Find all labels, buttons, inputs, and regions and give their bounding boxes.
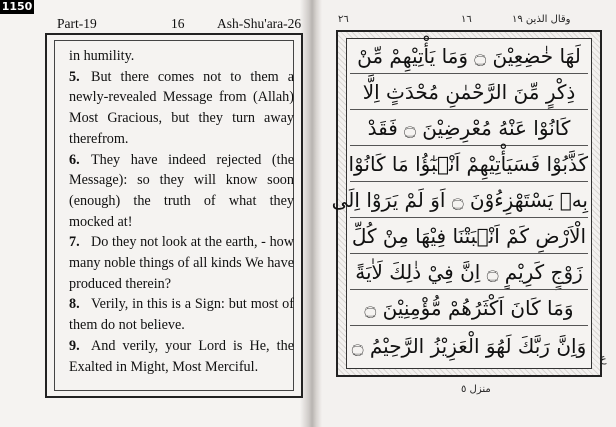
- line-rule: [350, 325, 588, 326]
- arabic-header-right: وقال الذين ١٩: [512, 14, 571, 25]
- manzil-footer: منزل ٥: [461, 384, 491, 395]
- line-rule: [350, 289, 588, 290]
- arabic-line-9: وَاِنَّ رَبَّكَ لَهُوَ الْعَزِيْزُ الرَّحِيْمُ ۝: [351, 334, 587, 358]
- page-number: 16: [171, 16, 185, 31]
- arabic-line-5: بِهٖ يَسْتَهْزِءُوْنَ ۝ اَوَ لَمْ يَرَوْا اِلَى: [331, 188, 588, 212]
- arabic-header-center: ١٦: [461, 14, 472, 25]
- verse-6: 6. They have indeed rejected (the Message): so they will know soon (enough) the truth of what they mocked at!: [69, 151, 294, 230]
- arabic-line-3: كَانُوْا عَنْهُ مُعْرِضِيْنَ ۝ فَقَدْ: [367, 116, 571, 140]
- verse-continuation: in humility.: [69, 48, 135, 64]
- arabic-line-4: كَذَّبُوْا فَسَيَأْتِيْهِمْ اَنْۢبٰٓؤُا مَا كَانُوْا: [348, 152, 588, 176]
- verse-7: 7. Do they not look at the earth, - how many noble things of all kinds We have produced therein?: [69, 234, 294, 292]
- arabic-line-7: زَوْجٍ كَرِيْمٍ ۝ اِنَّ فِيْ ذٰلِكَ لَاٰيَةً: [355, 260, 583, 284]
- verse-8: 8. Verily, in this is a Sign: but most of them do not believe.: [69, 296, 294, 334]
- page-badge: 1150: [1, 0, 33, 13]
- arabic-line-2: ذِكْرٍ مِّنَ الرَّحْمٰنِ مُحْدَثٍ اِلَّا: [362, 80, 576, 104]
- line-rule: [350, 217, 588, 218]
- verse-5: 5. But there comes not to them a newly-revealed Message from (Allah) Most Gracious, but they turn away therefrom.: [69, 68, 294, 147]
- ruku-mark: ع: [600, 352, 607, 365]
- book-gutter: [300, 0, 322, 427]
- translation-text: [69, 46, 294, 377]
- part-label: Part-19: [57, 16, 97, 31]
- surah-label: Ash-Shu'ara-26: [217, 16, 302, 31]
- arabic-line-6: الْاَرْضِ كَمْ اَنْۢبَتْنَا فِيْهَا مِنْ كُلِّ: [351, 224, 587, 248]
- line-rule: [350, 145, 588, 146]
- line-rule: [350, 181, 588, 182]
- line-rule: [350, 73, 588, 74]
- line-rule: [350, 109, 588, 110]
- arabic-line-1: لَهَا خٰضِعِيْنَ ۝ وَمَا يَأْتِيْهِمْ مِّنْ: [357, 44, 581, 68]
- arabic-line-8: وَمَا كَانَ اَكْثَرُهُمْ مُّؤْمِنِيْنَ ۝: [364, 296, 574, 320]
- line-rule: [350, 253, 588, 254]
- verse-9: 9. And verily, your Lord is He, the Exalted in Might, Most Merciful.: [69, 337, 294, 375]
- arabic-header-left: ٢٦: [338, 14, 349, 25]
